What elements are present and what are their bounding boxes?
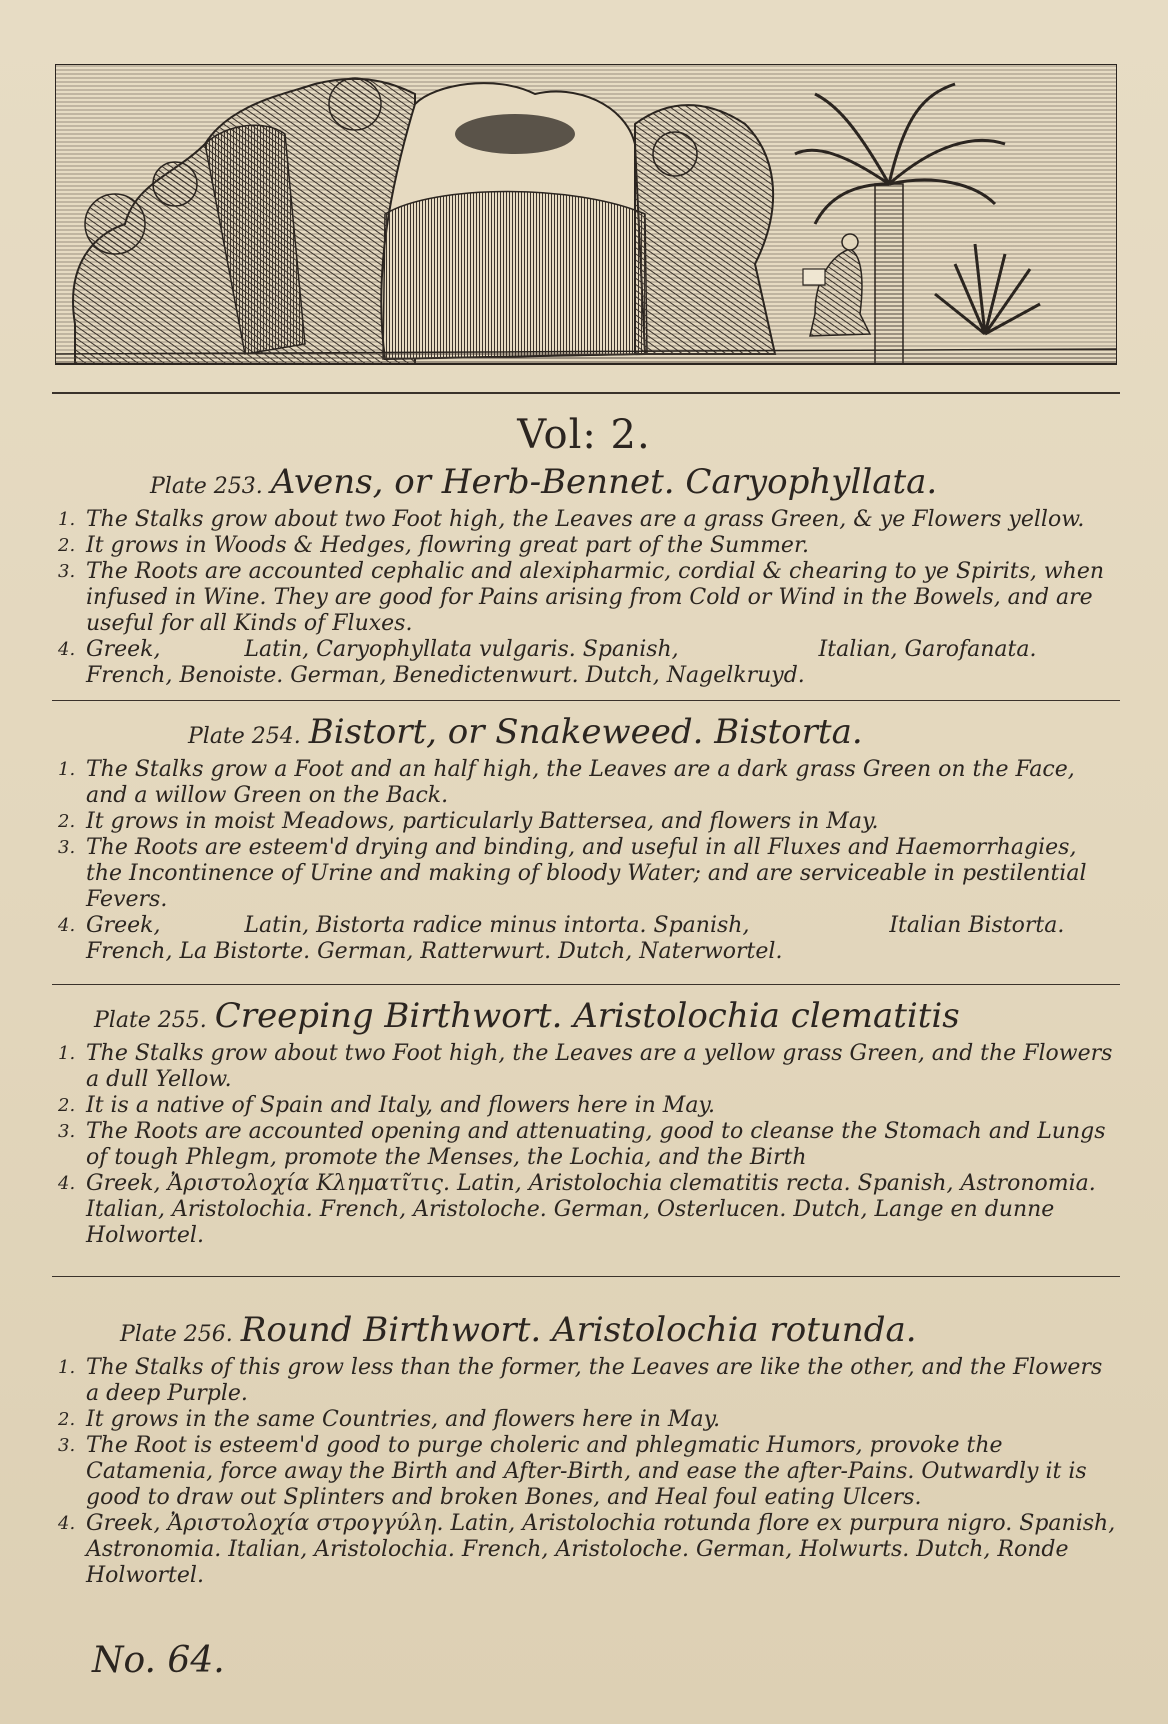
list-item xyxy=(58,533,1118,559)
plate-number: Plate 255. xyxy=(94,1008,207,1033)
list-item xyxy=(58,1355,1118,1407)
item-number: 2. xyxy=(58,811,76,832)
item-text: The Root is esteem'd good to purge choleric and phlegmatic Humors, provoke the Catamenia, force away the Birth and After-Birth, and ease the after-Pains. Outwardly it is good to draw out Splinters and broken Bones, and Heal foul eating Ulcers. xyxy=(86,1433,1087,1510)
plate-255-section xyxy=(58,996,1118,1249)
item-text: The Roots are accounted cephalic and alexipharmic, cordial & chearing to ye Spirits, when infused in Wine. They are good for Pains arising from Cold or Wind in the Bowels, and are useful for all Kinds of Fluxes. xyxy=(86,559,1105,636)
plate-title: Round Birthwort. Aristolochia rotunda. xyxy=(240,1310,917,1350)
item-text: The Stalks of this grow less than the former, the Leaves are like the other, and the Flowers a deep Purple. xyxy=(86,1355,1103,1406)
header-rule xyxy=(52,392,1120,394)
list-item xyxy=(58,637,1118,689)
list-item xyxy=(58,835,1118,913)
item-number: 1. xyxy=(58,1357,76,1378)
item-number: 3. xyxy=(58,561,76,582)
item-number: 2. xyxy=(58,1409,76,1430)
engraved-landscape-illustration xyxy=(55,64,1117,396)
plate-heading xyxy=(58,996,1118,1041)
list-item xyxy=(58,1041,1118,1093)
list-item xyxy=(58,809,1118,835)
item-text: Greek, Latin, Caryophyllata vulgaris. Spanish, Italian, Garofanata. French, Benoiste. German, Benedictenwurt. Dutch, Nagelkruyd. xyxy=(86,637,1044,688)
plate-heading xyxy=(58,462,1118,507)
item-number: 3. xyxy=(58,1121,76,1142)
list-item xyxy=(58,1119,1118,1171)
plate-number-footer: No. 64. xyxy=(92,1640,225,1681)
plate-256-section xyxy=(58,1310,1118,1589)
section-divider xyxy=(52,700,1120,701)
item-number: 1. xyxy=(58,1043,76,1064)
plate-254-section xyxy=(58,712,1118,965)
section-divider xyxy=(52,984,1120,985)
plate-heading xyxy=(58,1310,1118,1355)
list-item xyxy=(58,1171,1118,1249)
item-text: Greek, Ἀριστολοχία στρογγύλη. Latin, Aristolochia rotunda flore ex purpura nigro. Spanish, Astronomia. Italian, Aristolochia. French, Aristoloche. German, Holwurts. Dutch, Ronde Holwortel. xyxy=(86,1511,1116,1588)
item-text: Greek, Ἀριστολοχία Κληματῖτις. Latin, Aristolochia clematitis recta. Spanish, Astronomia. Italian, Aristolochia. French, Aristoloche. German, Osterlucen. Dutch, Lange en dunne Holwortel. xyxy=(86,1171,1096,1248)
plate-253-section xyxy=(58,462,1118,689)
list-item xyxy=(58,507,1118,533)
list-item xyxy=(58,757,1118,809)
list-item xyxy=(58,913,1118,965)
item-number: 2. xyxy=(58,1095,76,1116)
item-text: It grows in Woods & Hedges, flowring great part of the Summer. xyxy=(86,533,810,558)
item-number: 4. xyxy=(58,1173,76,1194)
item-number: 3. xyxy=(58,1435,76,1456)
plate-number: Plate 256. xyxy=(120,1322,233,1347)
plate-number: Plate 253. xyxy=(150,474,263,499)
item-text: It is a native of Spain and Italy, and flowers here in May. xyxy=(86,1093,715,1118)
item-text: Greek, Latin, Bistorta radice minus intorta. Spanish, Italian Bistorta. French, La Bistorte. German, Ratterwurt. Dutch, Naterwortel. xyxy=(86,913,1072,964)
plate-heading xyxy=(58,712,1118,757)
list-item xyxy=(58,559,1118,637)
item-text: The Stalks grow about two Foot high, the Leaves are a yellow grass Green, and the Flowers a dull Yellow. xyxy=(86,1041,1113,1092)
item-text: The Stalks grow a Foot and an half high, the Leaves are a dark grass Green on the Face, and a willow Green on the Back. xyxy=(86,757,1075,808)
item-number: 2. xyxy=(58,535,76,556)
volume-label: Vol: 2. xyxy=(517,412,651,458)
plate-title: Bistort, or Snakeweed. Bistorta. xyxy=(308,712,863,752)
item-text: The Roots are esteem'd drying and binding, and useful in all Fluxes and Haemorrhagies, the Incontinence of Urine and making of bloody Water; and are serviceable in pestilential Fevers. xyxy=(86,835,1087,912)
list-item xyxy=(58,1511,1118,1589)
item-number: 3. xyxy=(58,837,76,858)
item-number: 1. xyxy=(58,509,76,530)
item-text: The Roots are accounted opening and attenuating, good to cleanse the Stomach and Lungs of tough Phlegm, promote the Menses, the Lochia, and the Birth xyxy=(86,1119,1106,1170)
list-item xyxy=(58,1433,1118,1511)
item-text: It grows in the same Countries, and flowers here in May. xyxy=(86,1407,721,1432)
plate-title: Avens, or Herb-Bennet. Caryophyllata. xyxy=(270,462,938,502)
section-divider xyxy=(52,1276,1120,1277)
item-number: 4. xyxy=(58,1513,76,1534)
list-item xyxy=(58,1093,1118,1119)
item-text: It grows in moist Meadows, particularly Battersea, and flowers in May. xyxy=(86,809,879,834)
item-text: The Stalks grow about two Foot high, the Leaves are a grass Green, & ye Flowers yellow. xyxy=(86,507,1085,532)
item-number: 4. xyxy=(58,915,76,936)
item-number: 1. xyxy=(58,759,76,780)
plate-title: Creeping Birthwort. Aristolochia clematitis xyxy=(214,996,960,1036)
list-item xyxy=(58,1407,1118,1433)
plate-number: Plate 254. xyxy=(188,724,301,749)
item-number: 4. xyxy=(58,639,76,660)
